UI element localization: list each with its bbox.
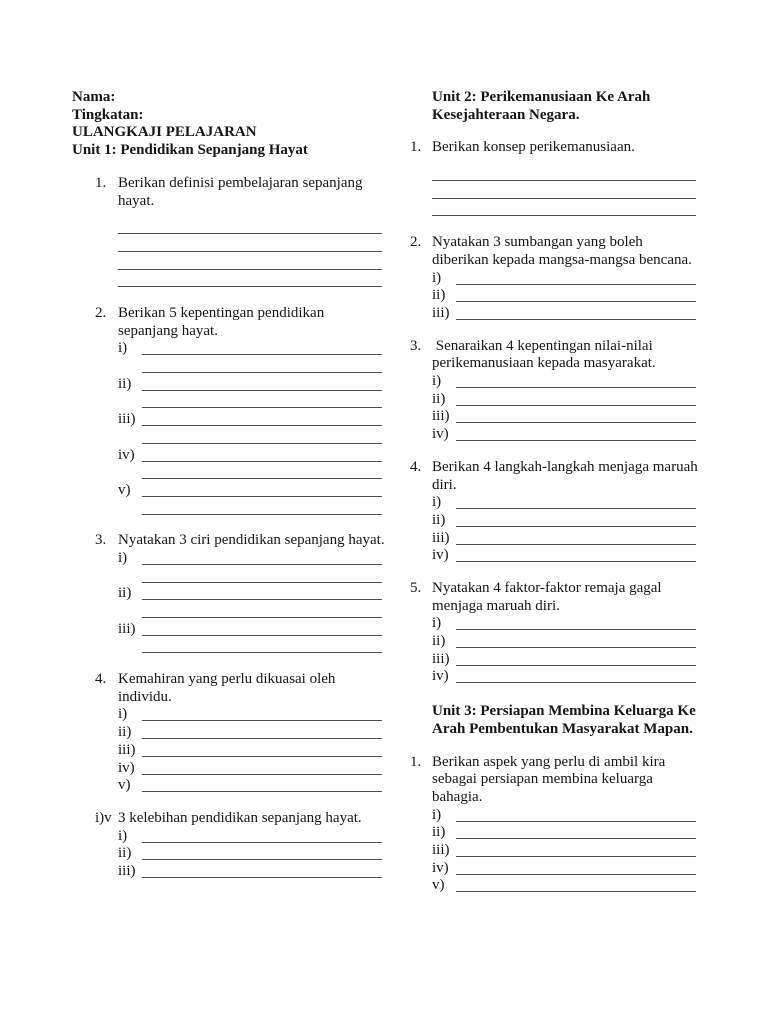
item-label-spacer: [118, 358, 142, 376]
answer-item-row: [118, 742, 386, 760]
form-label: Tingkatan:: [72, 106, 144, 123]
answer-item-row: [432, 547, 700, 565]
answer-item-row: [432, 408, 700, 426]
question-body: [118, 305, 386, 517]
answer-item-continuation-row: [118, 464, 386, 482]
item-label: ii): [118, 585, 132, 602]
question-number: 2.: [410, 234, 422, 251]
answer-line: [142, 828, 382, 843]
question-text: Senaraikan 4 kepentingan nilai-nilai perikemanusiaan kepada masyarakat.: [432, 337, 657, 372]
answer-line: [142, 760, 382, 775]
item-label: ii): [118, 375, 132, 392]
item-label: iii): [118, 863, 136, 879]
item-label: ii): [118, 845, 132, 862]
answer-item-row: [118, 845, 386, 863]
answer-line: [456, 651, 696, 666]
question-unit3-1: [410, 754, 700, 896]
question-text: Berikan aspek yang perlu di ambil kira sebagai persiapan membina keluarga bahagia.: [432, 753, 670, 805]
answer-line: [142, 706, 382, 721]
question-unit2-1: [410, 139, 700, 219]
answer-item-row: [432, 305, 700, 323]
question-body: [432, 338, 700, 444]
question-unit1-5: [95, 810, 386, 881]
answer-item-row: [118, 760, 386, 778]
answer-item-row: [118, 447, 386, 465]
answer-line: [456, 668, 696, 683]
name-label: Nama:: [72, 89, 116, 105]
question-body: [432, 580, 700, 686]
question-number: 5.: [410, 579, 422, 596]
question-body: [432, 459, 700, 565]
answer-line: [432, 201, 696, 216]
right-column: [410, 89, 700, 895]
answer-line: [142, 429, 382, 444]
answer-item-row: [118, 482, 386, 500]
answer-line: [456, 860, 696, 875]
question-text: Berikan konsep perikemanusiaan.: [432, 139, 635, 156]
item-label: i): [432, 806, 442, 823]
answer-line: [142, 621, 382, 636]
item-label: i): [432, 269, 442, 286]
item-label: iii): [432, 304, 450, 321]
item-label-spacer: [118, 638, 142, 656]
item-label: iii): [432, 650, 450, 667]
answer-line: [456, 408, 696, 423]
answer-item-continuation-row: [118, 429, 386, 447]
question-unit2-5: [410, 580, 700, 686]
question-text: Kemahiran yang perlu dikuasai oleh individu.: [118, 671, 340, 705]
answer-item-row: [118, 777, 386, 795]
question-number: 3.: [95, 532, 107, 549]
question-unit1-1: [95, 175, 386, 290]
question-body: [118, 810, 386, 881]
answer-item-row: [118, 706, 386, 724]
answer-line: [456, 373, 696, 388]
answer-line: [456, 530, 696, 545]
question-body: [118, 175, 386, 290]
question-body: [432, 139, 700, 219]
answer-item-continuation-row: [118, 393, 386, 411]
answer-item-row: [118, 621, 386, 639]
item-label: i): [118, 340, 128, 357]
answer-line: [142, 500, 382, 515]
item-label: iv): [432, 547, 449, 564]
answer-item-continuation-row: [118, 603, 386, 621]
item-label: ii): [432, 824, 446, 841]
answer-line: [142, 447, 382, 462]
answer-line: [432, 166, 696, 181]
answer-line: [142, 742, 382, 757]
item-label-spacer: [118, 603, 142, 621]
answer-item-row: [118, 376, 386, 394]
item-label: iv): [432, 426, 449, 443]
question-number: i)v: [95, 809, 112, 826]
answer-line: [432, 184, 696, 199]
answer-item-row: [118, 340, 386, 358]
answer-item-row: [118, 585, 386, 603]
section-title-unit2: Unit 2: Perikemanusiaan Ke Arah Kesejahteraan Negara.: [432, 89, 655, 123]
item-label: i): [432, 373, 442, 390]
answer-item-row: [432, 512, 700, 530]
answer-line: [456, 287, 696, 302]
item-label: iii): [432, 529, 450, 546]
item-label: i): [118, 549, 128, 566]
answer-item-row: [432, 287, 700, 305]
item-label-spacer: [118, 393, 142, 411]
question-number: 1.: [410, 139, 422, 156]
answer-lines-group: [118, 219, 386, 287]
question-number: 1.: [410, 753, 422, 770]
item-label: ii): [118, 724, 132, 741]
item-label: iii): [432, 842, 450, 858]
question-text: Nyatakan 4 faktor-faktor remaja gagal menjaga maruah diri.: [432, 579, 666, 614]
answer-item-row: [432, 824, 700, 842]
item-label: iii): [118, 741, 136, 758]
question-number: 2.: [95, 304, 107, 321]
answer-line: [142, 638, 382, 653]
question-number: 1.: [95, 174, 107, 191]
answer-line: [142, 340, 382, 355]
item-label-spacer: [118, 429, 142, 447]
answer-item-row: [432, 668, 700, 686]
answer-line: [456, 512, 696, 527]
question-unit1-2: [95, 305, 386, 517]
answer-item-continuation-row: [118, 638, 386, 656]
answer-line: [142, 585, 382, 600]
section-title-unit3: Unit 3: Persiapan Membina Keluarga Ke Arah Pembentukan Masyarakat Mapan.: [432, 703, 699, 737]
item-label: iii): [432, 408, 450, 425]
answer-line: [142, 863, 382, 878]
question-text: 3 kelebihan pendidikan sepanjang hayat.: [118, 809, 362, 826]
question-body: [432, 234, 700, 322]
question-unit2-2: [410, 234, 700, 322]
question-body: [118, 532, 386, 656]
answer-line: [118, 219, 382, 234]
item-label: i): [432, 615, 442, 632]
answer-line: [456, 426, 696, 441]
document-header: [72, 89, 386, 142]
question-text: Berikan 5 kepentingan pendidikan sepanjang hayat.: [118, 304, 328, 339]
item-label-spacer: [118, 500, 142, 518]
answer-line: [142, 550, 382, 565]
answer-line: [118, 255, 382, 270]
answer-item-row: [118, 550, 386, 568]
answer-line: [456, 547, 696, 562]
item-label-spacer: [118, 568, 142, 586]
item-label: v): [118, 777, 131, 794]
answer-line: [456, 305, 696, 320]
item-label: ii): [432, 511, 446, 528]
item-label: iii): [118, 620, 136, 637]
answer-item-continuation-row: [118, 500, 386, 518]
item-label: iv): [432, 668, 449, 685]
answer-line: [142, 411, 382, 426]
answer-line: [456, 877, 696, 892]
question-text: Nyatakan 3 ciri pendidikan sepanjang hayat.: [118, 532, 385, 549]
answer-item-continuation-row: [118, 358, 386, 376]
section-title-unit1: Unit 1: Pendidikan Sepanjang Hayat: [72, 142, 308, 159]
answer-line: [142, 393, 382, 408]
answer-item-row: [118, 724, 386, 742]
answer-item-row: [432, 426, 700, 444]
answer-line: [456, 494, 696, 509]
document-title: ULANGKAJI PELAJARAN: [72, 124, 257, 141]
question-text: Berikan 4 langkah-langkah menjaga maruah diri.: [432, 458, 702, 493]
item-label: i): [118, 706, 128, 723]
answer-item-row: [432, 530, 700, 548]
answer-line: [142, 603, 382, 618]
answer-line: [456, 270, 696, 285]
item-label: iii): [118, 411, 136, 428]
answer-item-row: [432, 615, 700, 633]
item-label: ii): [432, 287, 446, 304]
answer-line: [142, 464, 382, 479]
answer-line: [456, 633, 696, 648]
answer-line: [118, 237, 382, 252]
answer-lines-group: [432, 166, 700, 216]
item-label: iv): [432, 859, 449, 876]
answer-item-row: [118, 411, 386, 429]
question-unit2-3: [410, 338, 700, 444]
answer-line: [456, 391, 696, 406]
answer-line: [142, 358, 382, 373]
left-column: [72, 89, 386, 881]
item-label: iv): [118, 759, 135, 776]
answer-line: [142, 482, 382, 497]
question-text: Nyatakan 3 sumbangan yang boleh diberikan kepada mangsa-mangsa bencana.: [432, 234, 692, 268]
answer-line: [456, 824, 696, 839]
answer-line: [142, 777, 382, 792]
item-label: i): [432, 494, 442, 511]
item-label: ii): [432, 633, 446, 650]
answer-line: [142, 724, 382, 739]
answer-item-row: [432, 860, 700, 878]
answer-line: [456, 842, 696, 857]
question-number: 4.: [95, 671, 107, 688]
item-label: ii): [432, 390, 446, 407]
answer-line: [142, 845, 382, 860]
item-label: i): [118, 827, 128, 844]
item-label-spacer: [118, 464, 142, 482]
question-unit1-3: [95, 532, 386, 656]
answer-item-row: [432, 651, 700, 669]
answer-item-continuation-row: [118, 568, 386, 586]
item-label: iv): [118, 446, 135, 463]
question-unit2-4: [410, 459, 700, 565]
item-label: v): [118, 481, 131, 498]
answer-item-row: [432, 633, 700, 651]
answer-line: [142, 568, 382, 583]
answer-item-row: [432, 373, 700, 391]
answer-item-row: [432, 494, 700, 512]
answer-line: [142, 376, 382, 391]
answer-item-row: [432, 270, 700, 288]
answer-item-row: [432, 842, 700, 860]
item-label: v): [432, 877, 445, 894]
answer-line: [118, 272, 382, 287]
answer-item-row: [432, 391, 700, 409]
question-body: [118, 671, 386, 795]
question-number: 4.: [410, 458, 422, 475]
answer-line: [456, 807, 696, 822]
question-number: 3.: [410, 337, 422, 354]
answer-item-row: [118, 828, 386, 846]
question-unit1-4: [95, 671, 386, 795]
question-body: [432, 754, 700, 896]
answer-item-row: [432, 877, 700, 895]
question-text: Berikan definisi pembelajaran sepanjang hayat.: [118, 174, 367, 209]
answer-item-row: [118, 863, 386, 881]
answer-item-row: [432, 807, 700, 825]
answer-line: [456, 615, 696, 630]
